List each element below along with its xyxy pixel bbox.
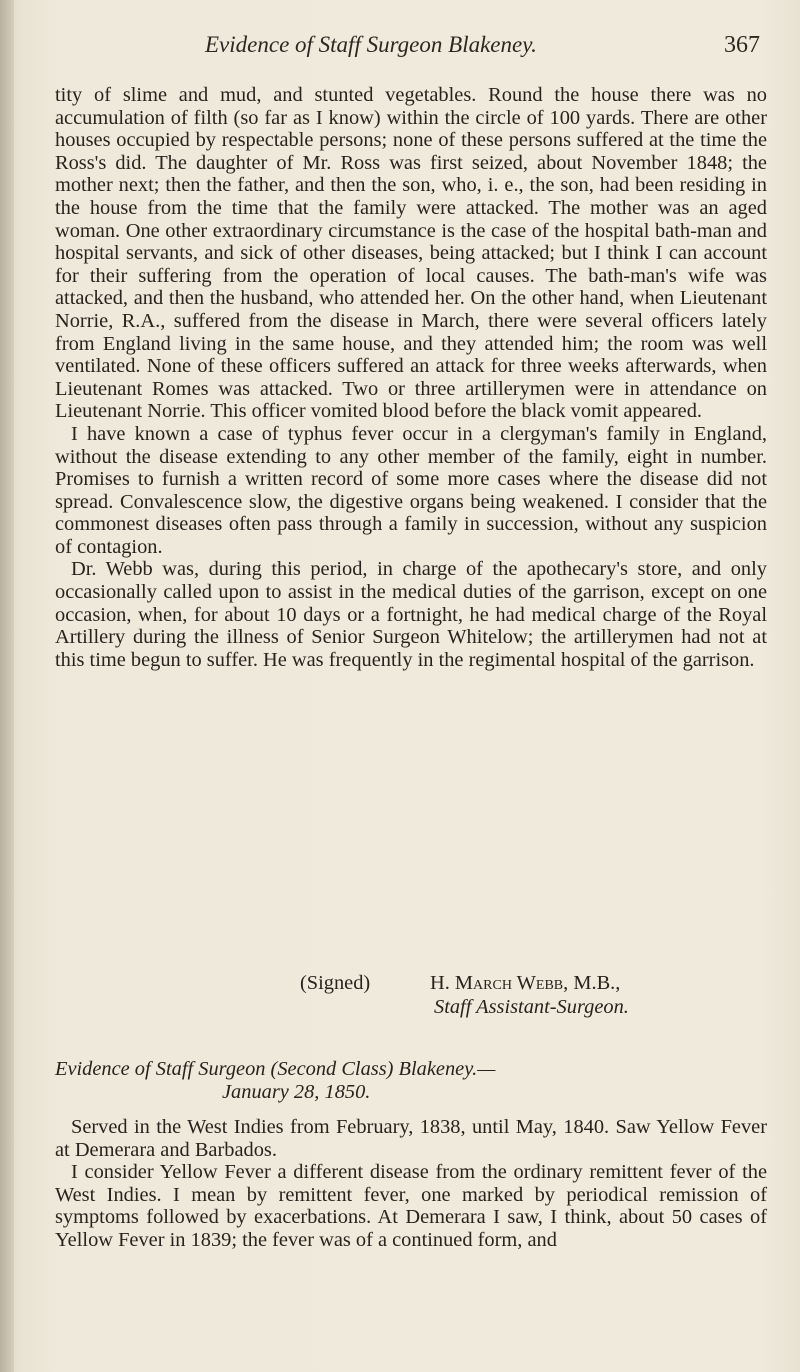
paragraph-service: Served in the West Indies from February, 1838, until May, 1840. Saw Yellow Fever at Demerara and Barbados. — [55, 1116, 767, 1161]
paragraph-yellow-fever: I consider Yellow Fever a different disease from the ordinary remittent fever of the West Indies. I mean by remittent fever, one marked by periodical remission of symptoms followed by exacerbations. At Demerara I saw, I think, about 50 cases of Yellow Fever in 1839; the fever was of a continued form, and — [55, 1161, 767, 1251]
signatory-title: Staff Assistant-Surgeon. — [434, 996, 629, 1018]
signature-line — [55, 972, 767, 996]
paragraph-continued: tity of slime and mud, and stunted vegetables. Round the house there was no accumulation of filth (so far as I know) within the circle of 100 yards. There are other houses occupied by respectable persons; none of these persons suffered at the time the Ross's did. The daughter of Mr. Ross was first seized, about November 1848; the mother next; then the father, and then the son, who, i. e., the son, had been residing in the house from the time that the family were attacked. The mother was an aged woman. One other extraordinary circumstance is the case of the hospital bath-man and hospital servants, and sick of other diseases, being attacked; but I think I can account for their suffering from the operation of local causes. The bath-man's wife was attacked, and then the husband, who attended her. On the other hand, when Lieutenant Norrie, R.A., suffered from the disease in March, there were several officers lately from England living in the same house, and they attended him; the room was well ventilated. None of these officers suffered an attack for three weeks afterwards, when Lieutenant Romes was attacked. Two or three artillerymen were in attendance on Lieutenant Norrie. This officer vomited blood before the black vomit appeared. — [55, 84, 767, 423]
paragraph-dr-webb: Dr. Webb was, during this period, in charge of the apothecary's store, and only occasionally called upon to assist in the medical duties of the garrison, except on one occasion, when, for about 10 days or a fortnight, he had medical charge of the Royal Artillery during the illness of Senior Surgeon Whitelow; the artillerymen had not at this time begun to suffer. He was frequently in the regimental hospital of the garrison. — [55, 558, 767, 671]
running-header — [205, 32, 760, 72]
section-heading-line-1: Evidence of Staff Surgeon (Second Class) Blakeney.— — [55, 1058, 496, 1080]
running-header-title: Evidence of Staff Surgeon Blakeney. — [205, 32, 537, 57]
section-body — [55, 1116, 767, 1252]
paragraph-typhus: I have known a case of typhus fever occur in a clergyman's family in England, without the disease extending to any other member of the family, eight in number. Promises to furnish a written record of some more cases where the disease did not spread. Convalescence slow, the digestive organs being weakened. I consider that the commonest diseases often pass through a family in succession, without any suspicion of contagion. — [55, 422, 767, 558]
main-text — [55, 84, 767, 1251]
page-binding-edge — [0, 0, 14, 1372]
signed-label: (Signed) — [300, 972, 371, 994]
section-heading — [55, 1058, 767, 1103]
signatory-name: H. March Webb, M.B., — [430, 972, 621, 994]
page-number: 367 — [724, 32, 760, 58]
section-heading-date: January 28, 1850. — [222, 1080, 371, 1103]
